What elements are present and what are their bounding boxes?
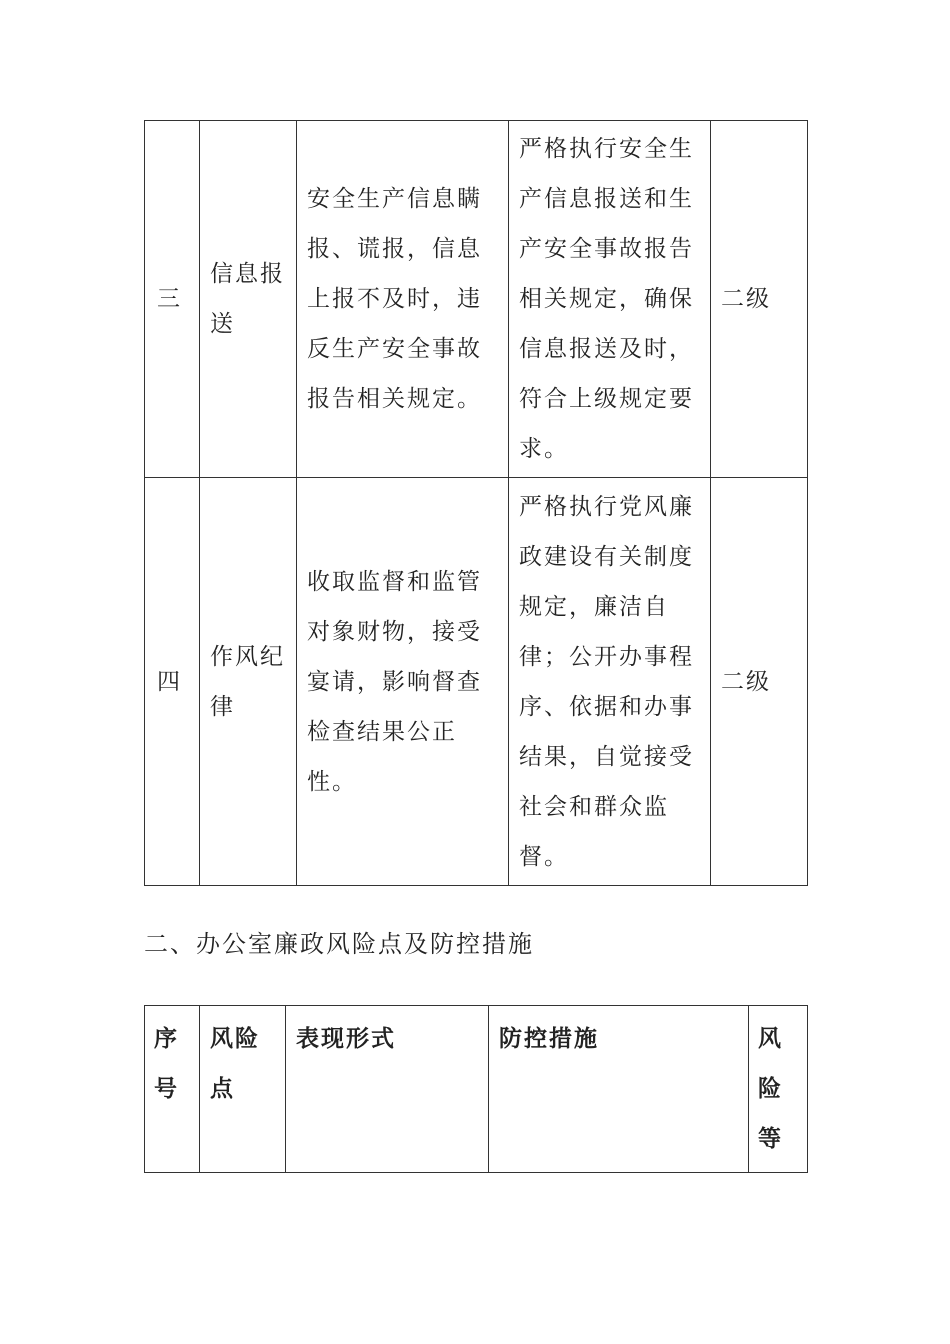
office-risk-table bbox=[144, 1005, 808, 1173]
row-number-cell: 三 bbox=[145, 121, 200, 478]
table-header-row bbox=[145, 1006, 808, 1173]
risk-level-cell: 二级 bbox=[711, 478, 808, 886]
header-measures: 防控措施 bbox=[489, 1006, 749, 1173]
risk-level-cell: 二级 bbox=[711, 121, 808, 478]
section-heading: 二、办公室廉政风险点及防控措施 bbox=[144, 930, 534, 958]
header-manifestation: 表现形式 bbox=[286, 1006, 489, 1173]
measures-cell: 严格执行党风廉政建设有关制度规定，廉洁自律；公开办事程序、依据和办事结果，自觉接受社会和群众监督。 bbox=[509, 478, 711, 886]
risk-point-cell: 信息报送 bbox=[200, 121, 297, 478]
risk-point-cell: 作风纪律 bbox=[200, 478, 297, 886]
table-row bbox=[145, 121, 808, 478]
manifestation-cell: 收取监督和监管对象财物，接受宴请，影响督查检查结果公正性。 bbox=[297, 478, 509, 886]
row-number-cell: 四 bbox=[145, 478, 200, 886]
header-risk-point: 风险点 bbox=[200, 1006, 286, 1173]
manifestation-cell: 安全生产信息瞒报、谎报，信息上报不及时，违反生产安全事故报告相关规定。 bbox=[297, 121, 509, 478]
header-number: 序号 bbox=[145, 1006, 200, 1173]
table-row bbox=[145, 478, 808, 886]
risk-table-continued bbox=[144, 120, 808, 886]
measures-cell: 严格执行安全生产信息报送和生产安全事故报告相关规定，确保信息报送及时，符合上级规定要求。 bbox=[509, 121, 711, 478]
header-risk-level: 风险等 bbox=[749, 1006, 808, 1173]
